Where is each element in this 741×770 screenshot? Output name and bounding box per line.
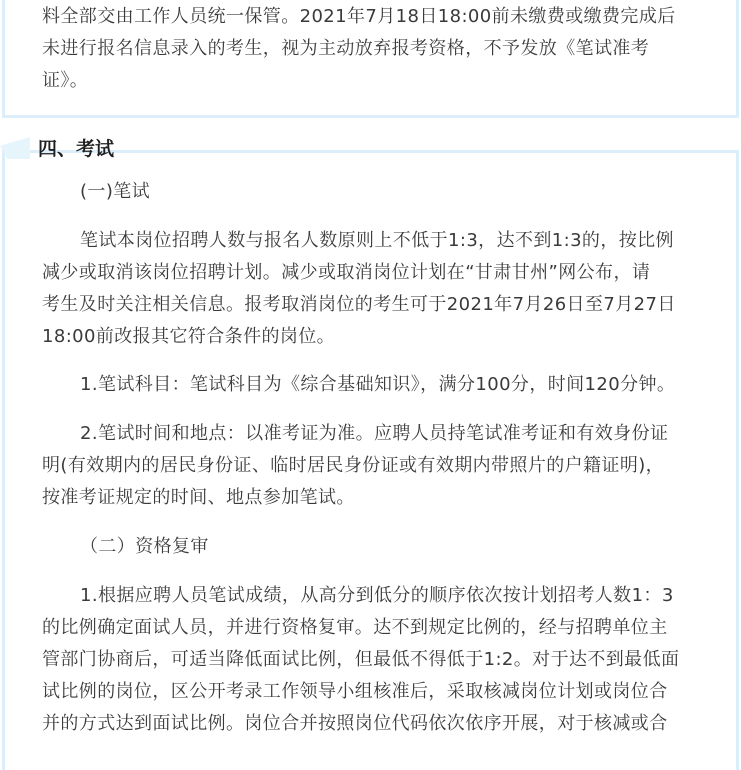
paragraph-line: 18:00前改报其它符合条件的岗位。 [42, 326, 336, 347]
paragraph-line: 的比例确定面试人员，并进行资格复审。达不到规定比例的，经与招聘单位主 [42, 617, 668, 638]
text-line: 料全部交由工作人员统一保管。2021年7月18日18:00前未缴费或缴费完成后 [42, 6, 676, 27]
paragraph-line: 并的方式达到面试比例。岗位合并按照岗位代码依次依序开展，对于核减或合 [42, 713, 668, 734]
paragraph-line: 2.笔试时间和地点：以准考证为准。应聘人员持笔试准考证和有效身份证 [80, 423, 669, 444]
subheading-qualification-review: （二）资格复审 [80, 536, 209, 557]
heading-tab-decoration [0, 137, 30, 159]
section-heading: 四、考试 [38, 138, 115, 160]
text-line: 未进行报名信息录入的考生，视为主动放弃报考资格，不予发放《笔试准考 [42, 38, 650, 59]
text-line: 证》。 [42, 70, 89, 91]
section-heading-bar [0, 131, 741, 169]
subheading-written-exam: (一)笔试 [80, 181, 151, 202]
paragraph-line: 明(有效期内的居民身份证、临时居民身份证或有效期内带照片的户籍证明)， [42, 455, 665, 476]
paragraph-line: 管部门协商后，可适当降低面试比例，但最低不得低于1:2。对于达不到最低面 [42, 649, 680, 670]
exam-subject-item: 1.笔试科目：笔试科目为《综合基础知识》，满分100分，时间120分钟。 [80, 374, 676, 395]
paragraph-line: 减少或取消该岗位招聘计划。减少或取消岗位计划在“甘肃甘州”网公布，请 [42, 262, 651, 283]
paragraph-line: 笔试本岗位招聘人数与报名人数原则上不低于1:3，达不到1:3的，按比例 [80, 230, 674, 251]
paragraph-line: 试比例的岗位，区公开考录工作领导小组核准后，采取核减岗位计划或岗位合 [42, 681, 668, 702]
paragraph-line: 按准考证规定的时间、地点参加笔试。 [42, 487, 355, 508]
paragraph-line: 1.根据应聘人员笔试成绩，从高分到低分的顺序依次按计划招考人数1：3 [80, 585, 674, 606]
paragraph-line: 考生及时关注相关信息。报考取消岗位的考生可于2021年7月26日至7月27日 [42, 294, 676, 315]
